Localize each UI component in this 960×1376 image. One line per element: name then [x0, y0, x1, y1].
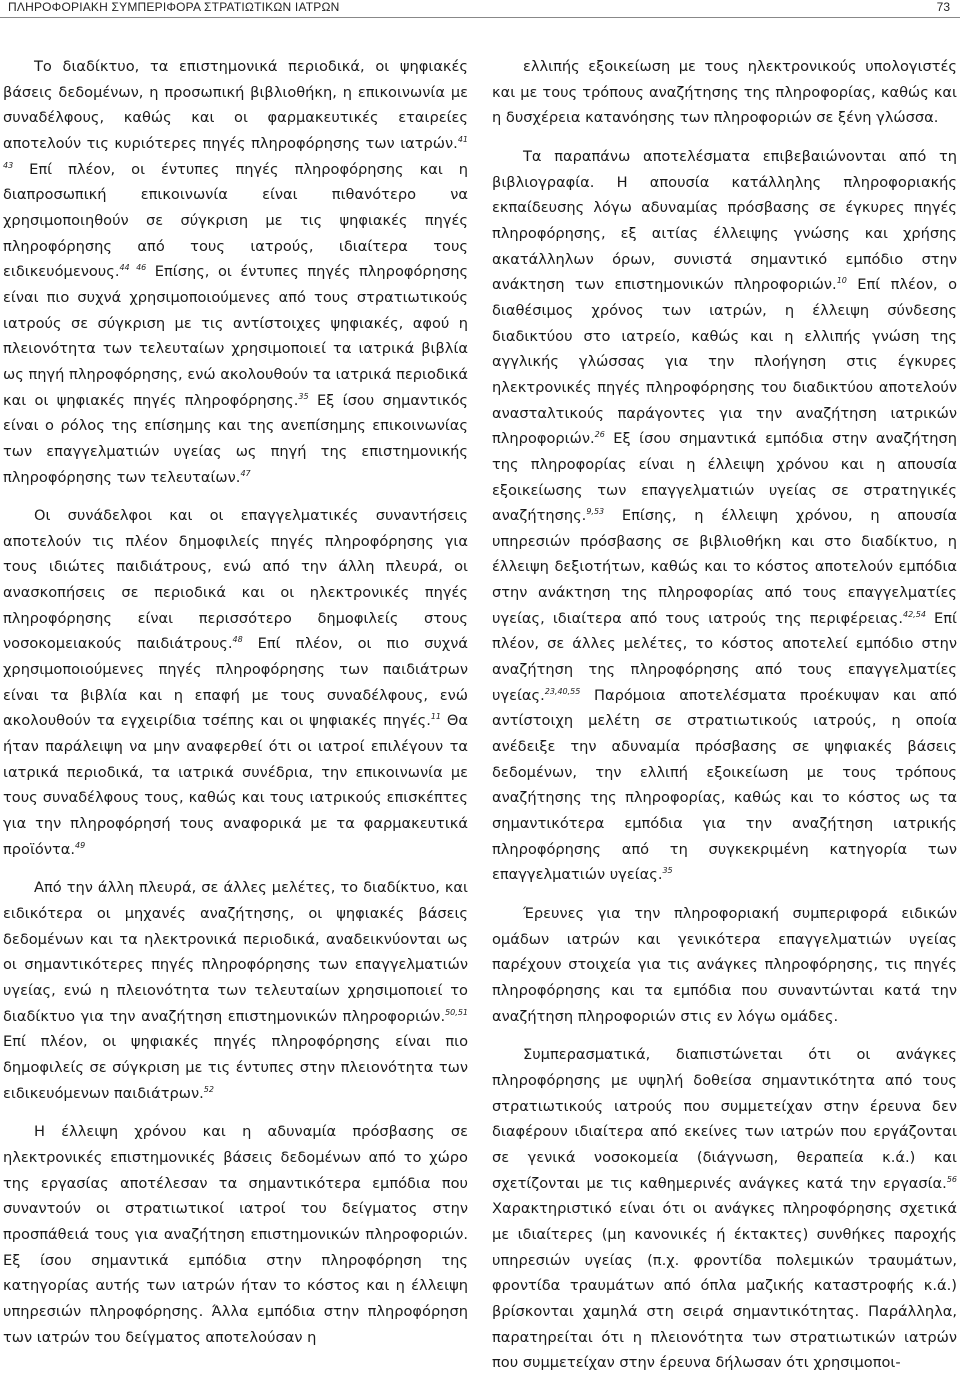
text-run: Θα ήταν παράλειψη να μην αναφερθεί ότι οι ιατροί επιλέγουν τα ιατρικά περιοδικά, τα ιατρικά συνέδρια, την επικοινωνία με τους συναδέλφους τους, καθώς και τους ιατρικούς επισκέπτες για την πληροφόρησή τους αναφορικά με τα φαρμακευτικά προϊόντα.: [3, 712, 468, 858]
text-run: Χαρακτηριστικό είναι ότι οι ανάγκες πληροφόρησης σχετικά με ιδιαίτερες (μη κανονικές ή έκτακτες) συνθήκες παροχής υπηρεσιών υγείας (π.χ. φροντίδα πολεμικών τραυμάτων, φροντίδα τραυμάτων από όπλα μαζικής καταστροφής κ.ά.) βρίσκονται χαμηλά στη σειρά σημαντικότητας. Παράλληλα, παρατηρείται ότι η πλειονότητα των στρατιωτικών ιατρών που συμμετείχαν στην έρευνα δήλωσαν ότι χρησιμοποι-: [492, 1200, 957, 1372]
paragraph: [3, 1119, 468, 1350]
citation-superscript: 26: [594, 430, 605, 440]
paragraph: [492, 901, 957, 1029]
text-run: ελλιπής εξοικείωση με τους ηλεκτρονικούς υπολογιστές και με τους τρόπους αναζήτησης της πληροφορίας, καθώς και η δυσχέρεια κατανόησης των πληροφοριών σε ξένη γλώσσα.: [492, 58, 957, 127]
text-run: Το διαδίκτυο, τα επιστημονικά περιοδικά, οι ψηφιακές βάσεις δεδομένων, η προσωπική βιβλιοθήκη, η επικοινωνία με συναδέλφους, καθώς και οι φαρμακευτικές εταιρείες αποτελούν τις κυριότερες πηγές πληροφόρησης των ιατρών.: [3, 58, 468, 152]
paragraph: [3, 54, 468, 490]
paragraph: [3, 503, 468, 862]
text-run: Εξ ίσου σημαντικός είναι ο ρόλος της επίσημης και της ανεπίσημης επικοινωνίας των επαγγελματιών υγείας ως πηγή της επιστημονικής πληροφόρησης των τελευταίων.: [3, 391, 468, 486]
citation-superscript: 9,53: [586, 507, 605, 517]
paragraph: [492, 1042, 957, 1376]
text-run: Η έλλειψη χρόνου και η αδυναμία πρόσβασης σε ηλεκτρονικές επιστημονικές βάσεις δεδομένων από το χώρο της εργασίας αποτέλεσαν τα σημαντικότερα εμπόδια που συναντούν οι στρατιωτικοί ιατροί του δείγματος στην προσπάθειά τους για αναζήτηση επιστημονικών πληροφοριών. Εξ ίσου σημαντικά εμπόδια στην πληροφόρηση της κατηγορίας αυτής των ιατρών ήταν το κόστος και η έλλειψη υπηρεσιών πληροφόρησης. Άλλα εμπόδια στην πληροφόρηση των ιατρών του δείγματος αποτελούσαν η: [3, 1123, 468, 1346]
text-run: Οι συνάδελφοι και οι επαγγελματικές συναντήσεις αποτελούν τις πλέον δημοφιλείς πηγές πληροφόρησης για τους ιδιώτες παιδιάτρους, ενώ από την άλλη πλευρά, οι ανασκοπήσεις σε περιοδικά και οι ηλεκτρονικές πηγές πληροφόρησης είναι περισσότερο δημοφιλείς στους νοσοκομειακούς παιδιάτρους.: [3, 507, 468, 653]
citation-superscript: 49: [75, 840, 86, 850]
text-run: Επί πλέον, οι πιο συχνά χρησιμοποιούμενες πηγές πληροφόρησης των παιδιάτρων είναι τα βιβλία και η επαφή με τους συναδέλφους, ενώ ακολουθούν τα εγχειρίδια τσέπης και οι ψηφιακές πηγές.: [3, 635, 468, 730]
running-title: ΠΛΗΡΟΦΟΡΙΑΚΗ ΣΥΜΠΕΡΙΦΟΡΑ ΣΤΡΑΤΙΩΤΙΚΩΝ ΙΑΤΡΩΝ: [8, 0, 340, 14]
left-text-column: [3, 54, 468, 1347]
citation-superscript: 41 43: [3, 134, 468, 170]
right-text-column: [492, 54, 957, 1372]
paragraph: [492, 54, 957, 131]
citation-superscript: 48: [232, 635, 243, 645]
header-rule: [0, 17, 960, 18]
paragraph: [492, 144, 957, 888]
text-run: Επίσης, οι έντυπες πηγές πληροφόρησης είναι πιο συχνά χρησιμοποιούμενες από τους στρατιωτικούς ιατρούς σε σύγκριση με τις αντίστοιχες ψηφιακές, αφού η πλειονότητα των τελευταίων χρησιμοποιεί τα ιατρικά βιβλία ως πηγή πληροφόρησης, ενώ ακολουθούν τα ιατρικά περιοδικά και οι ψηφιακές πηγές πληροφόρησης.: [3, 263, 469, 409]
citation-superscript: 44 46: [119, 263, 147, 273]
text-run: Έρευνες για την πληροφοριακή συμπεριφορά ειδικών ομάδων ιατρών και γενικότερα επαγγελματιών υγείας παρέχουν στοιχεία για τις ανάγκες πληροφόρησης, τις πηγές πληροφόρησης και τα εμπόδια που συναντώνται κατά την αναζήτηση πληροφοριών στις εν λόγω ομάδες.: [492, 905, 957, 1025]
citation-superscript: 35: [298, 391, 309, 401]
text-run: Επί πλέον, οι έντυπες πηγές πληροφόρησης και η διαπροσωπική επικοινωνία είναι πιθανότερο να χρησιμοποιηθούν σε σύγκριση με τις ψηφιακές πηγές πληροφόρησης από τους ιατρούς, ιδιαίτερα τους ειδικευόμενους.: [3, 160, 468, 281]
citation-superscript: 10: [836, 276, 847, 286]
text-run: Συμπερασματικά, διαπιστώνεται ότι οι ανάγκες πληροφόρησης με υψηλή δοθείσα σημαντικότητα από τους στρατιωτικούς ιατρούς που συμμετείχαν στην έρευνα δεν διαφέρουν ιδιαίτερα από εκείνες των ιατρών που εργάζονται σε γενικά νοσοκομεία (διάγνωση, θεραπεία κ.ά.) και σχετίζονται με τις καθημερινές ανάγκες κατά την εργασία.: [492, 1046, 957, 1192]
citation-superscript: 56: [946, 1174, 957, 1184]
running-header: [0, 0, 960, 18]
paragraph: [3, 875, 468, 1106]
text-run: Επίσης, η έλλειψη χρόνου, η απουσία υπηρεσιών πρόσβασης σε βιβλιοθήκη και στο διαδίκτυο, η έλλειψη δεξιοτήτων, καθώς και το κόστος αποτελούν εμπόδια στην ανάκτηση της πληροφορίας από τους επαγγελματίες υγείας, ιδιαίτερα από τους ιατρούς της περιφέρειας.: [492, 507, 957, 627]
text-run: Παρόμοια αποτελέσματα προέκυψαν και από αντίστοιχη μελέτη σε στρατιωτικούς ιατρούς, η οποία ανέδειξε την αδυναμία πρόσβασης σε ψηφιακές βάσεις δεδομένων, την ελλιπή εξοικείωση με τους τρόπους αναζήτησης της πληροφορίας, καθώς και το κόστος ως τα σημαντικότερα εμπόδια για την αναζήτηση ιατρικής πληροφόρησης από τη συγκεκριμένη κατηγορία των επαγγελματιών υγείας.: [492, 686, 957, 884]
citation-superscript: 47: [240, 468, 251, 478]
citation-superscript: 23,40,55: [544, 686, 581, 696]
text-run: Από την άλλη πλευρά, σε άλλες μελέτες, το διαδίκτυο, και ειδικότερα οι μηχανές αναζήτησης, οι ψηφιακές βάσεις δεδομένων και τα ηλεκτρονικά περιοδικά, αναδεικνύονται ως οι σημαντικότερες πηγές πληροφόρησης των επαγγελματιών υγείας, ενώ η πλειονότητα των τελευταίων χρησιμοποιεί το διαδίκτυο για την αναζήτηση επιστημονικών πληροφοριών.: [3, 879, 468, 1025]
text-run: Επί πλέον, σε άλλες μελέτες, το κόστος αποτελεί εμπόδιο στην αναζήτηση της πληροφόρησης από τους επαγγελματίες υγείας.: [492, 609, 957, 704]
citation-superscript: 52: [203, 1084, 214, 1094]
citation-superscript: 42,54: [903, 609, 926, 619]
citation-superscript: 35: [662, 866, 673, 876]
citation-superscript: 11: [430, 712, 442, 722]
page-number: 73: [936, 0, 950, 14]
text-run: Τα παραπάνω αποτελέσματα επιβεβαιώνονται από τη βιβλιογραφία. Η απουσία κατάλληλης πληροφοριακής εκπαίδευσης λόγω αδυναμίας πρόσβασης σε έγκυρες πηγές πληροφόρησης, εξ αιτίας έλλειψης γνώσης και χρήσης ακατάλληλων όρων, συνιστά σημαντικό εμπόδιο στην ανάκτηση των επιστημονικών πληροφοριών.: [492, 147, 957, 294]
text-run: Επί πλέον, ο διαθέσιμος χρόνος των ιατρών, η έλλειψη σύνδεσης διαδικτύου στο ιατρείο, καθώς και η ελλιπής γνώση της αγγλικής γλώσσας για την πλοήγηση στις έγκυρες ηλεκτρονικές πηγές πληροφόρησης του διαδικτύου αποτελούν ανασταλτικούς παράγοντες για την αναζήτηση ιατρικών πληροφοριών.: [492, 276, 957, 448]
citation-superscript: 50,51: [445, 1007, 468, 1017]
text-run: Επί πλέον, οι ψηφιακές πηγές πληροφόρησης είναι πιο δημοφιλείς σε σύγκριση με τις έντυπες στην πλειονότητα των ειδικευόμενων παιδιάτρων.: [3, 1033, 468, 1102]
text-run: Εξ ίσου σημαντικά εμπόδια στην αναζήτηση της πληροφορίας είναι η έλλειψη χρόνου και η απουσία εξοικείωσης των επαγγελματιών υγείας σε στρατηγικές αναζήτησης.: [492, 430, 957, 525]
